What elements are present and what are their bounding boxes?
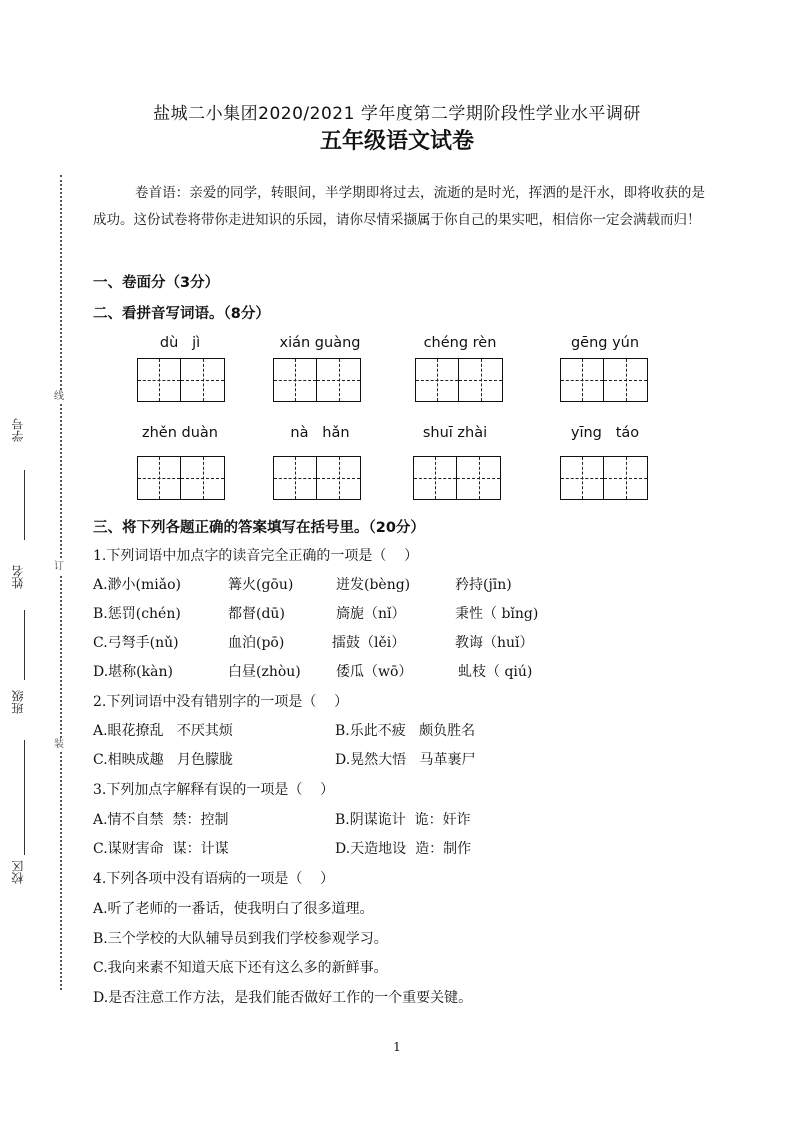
- intro-paragraph: 卷首语：亲爱的同学，转眼间，半学期即将过去，流逝的是时光，挥洒的是汗水，即将收获的是成功。这份试卷将带你走进知识的乐园，请你尽情采撷属于你自己的果实吧，相信你一定会满载而归！: [93, 185, 705, 228]
- q3-option-c: C.谋财害命 谋：计谋: [93, 841, 229, 857]
- gutter-char-xian: 线: [54, 391, 64, 402]
- pinyin-8: yīng táo: [570, 425, 640, 441]
- q1-option-c-1: C.弓弩手(nǔ): [93, 635, 179, 651]
- q1-option-b-2: 都督(dū): [228, 606, 285, 622]
- margin-label-student-id: 学号: [11, 418, 25, 442]
- q3-option-a: A.情不自禁 禁：控制: [93, 812, 229, 828]
- margin-fill-line-id: [24, 470, 25, 540]
- page-number: 1: [393, 1040, 401, 1054]
- q3-option-d: D.天造地设 造：制作: [335, 841, 472, 857]
- q2-option-c: C.相映成趣 月色朦胧: [93, 752, 234, 768]
- section-2-heading: 二、看拼音写词语。（8分）: [93, 306, 270, 322]
- margin-fill-line-name: [24, 610, 25, 680]
- pinyin-5: zhěn duàn: [142, 425, 218, 441]
- q1-option-a-4: 矜持(jīn): [455, 577, 512, 593]
- q1-option-c-4: 教诲（huǐ）: [455, 635, 534, 651]
- answer-box-1[interactable]: [137, 358, 225, 402]
- q4-option-c: C.我向来素不知道天底下还有这么多的新鲜事。: [93, 960, 388, 976]
- margin-label-name: 姓名: [11, 565, 25, 589]
- q4-option-a: A.听了老师的一番话，使我明白了很多道理。: [93, 901, 374, 917]
- section-1-heading: 一、卷面分（3分）: [93, 275, 220, 291]
- section-3-heading: 三、将下列各题正确的答案填写在括号里。（20分）: [93, 520, 425, 536]
- q1-option-d-1: D.堪称(kàn): [93, 664, 173, 680]
- q1-option-a-3: 迸发(bèng): [336, 577, 411, 593]
- q4-option-d: D.是否注意工作方法，是我们能否做好工作的一个重要关键。: [93, 990, 473, 1006]
- q2-option-a: A.眼花撩乱 不厌其烦: [93, 723, 233, 739]
- margin-label-class: 班级: [11, 690, 25, 714]
- exam-title: 五年级语文试卷: [319, 129, 474, 154]
- pinyin-1: dù jì: [159, 335, 201, 351]
- answer-box-6[interactable]: [273, 456, 361, 500]
- gutter-char-zhuang: 装: [54, 739, 64, 750]
- pinyin-6: nà hǎn: [290, 425, 350, 441]
- q1-option-b-1: B.惩罚(chén): [93, 606, 181, 622]
- pinyin-3: chéng rèn: [423, 335, 497, 351]
- q1-option-d-4: 虬枝（ qiú): [458, 664, 533, 680]
- q1-option-c-2: 血泊(pō): [228, 635, 285, 651]
- q2-option-d: D.晃然大悟 马革裹尸: [335, 752, 476, 768]
- q1-option-d-2: 白昼(zhòu): [228, 664, 301, 680]
- exam-header-line: 盐城二小集团2020/2021 学年度第二学期阶段性学业水平调研: [153, 104, 641, 124]
- pinyin-4: gēng yún: [570, 335, 640, 351]
- q1-option-c-3: 擂鼓（lěi）: [332, 635, 406, 651]
- q4-stem: 4.下列各项中没有语病的一项是（ ）: [93, 871, 335, 887]
- pinyin-7: shuī zhài: [422, 425, 488, 441]
- q1-option-b-4: 秉性（ bǐng): [455, 606, 539, 622]
- q4-option-b: B.三个学校的大队辅导员到我们学校参观学习。: [93, 931, 388, 947]
- q1-option-a-2: 篝火(gōu): [228, 577, 294, 593]
- q2-stem: 2.下列词语中没有错别字的一项是（ ）: [93, 694, 349, 710]
- gutter-char-ding: 订: [54, 561, 64, 572]
- answer-box-5[interactable]: [137, 456, 225, 500]
- answer-box-4[interactable]: [560, 358, 648, 402]
- answer-box-8[interactable]: [560, 456, 648, 500]
- answer-box-2[interactable]: [273, 358, 361, 402]
- q1-option-d-3: 倭瓜（wō）: [336, 664, 413, 680]
- answer-box-7[interactable]: [413, 456, 501, 500]
- q1-option-b-3: 旖旎（nǐ）: [336, 606, 406, 622]
- q3-stem: 3.下列加点字解释有误的一项是（ ）: [93, 782, 335, 798]
- q1-option-a-1: A.渺小(miǎo): [93, 577, 182, 593]
- q3-option-b: B.阴谋诡计 诡：奸诈: [335, 812, 471, 828]
- pinyin-2: xián guàng: [279, 335, 361, 351]
- binding-dotted-line: [60, 175, 62, 990]
- q2-option-b: B.乐此不疲 颇负胜名: [335, 723, 476, 739]
- answer-box-3[interactable]: [415, 358, 503, 402]
- margin-fill-line-class: [24, 740, 25, 855]
- margin-label-campus: 校区: [11, 860, 25, 884]
- q1-stem: 1.下列词语中加点字的读音完全正确的一项是（ ）: [93, 548, 419, 564]
